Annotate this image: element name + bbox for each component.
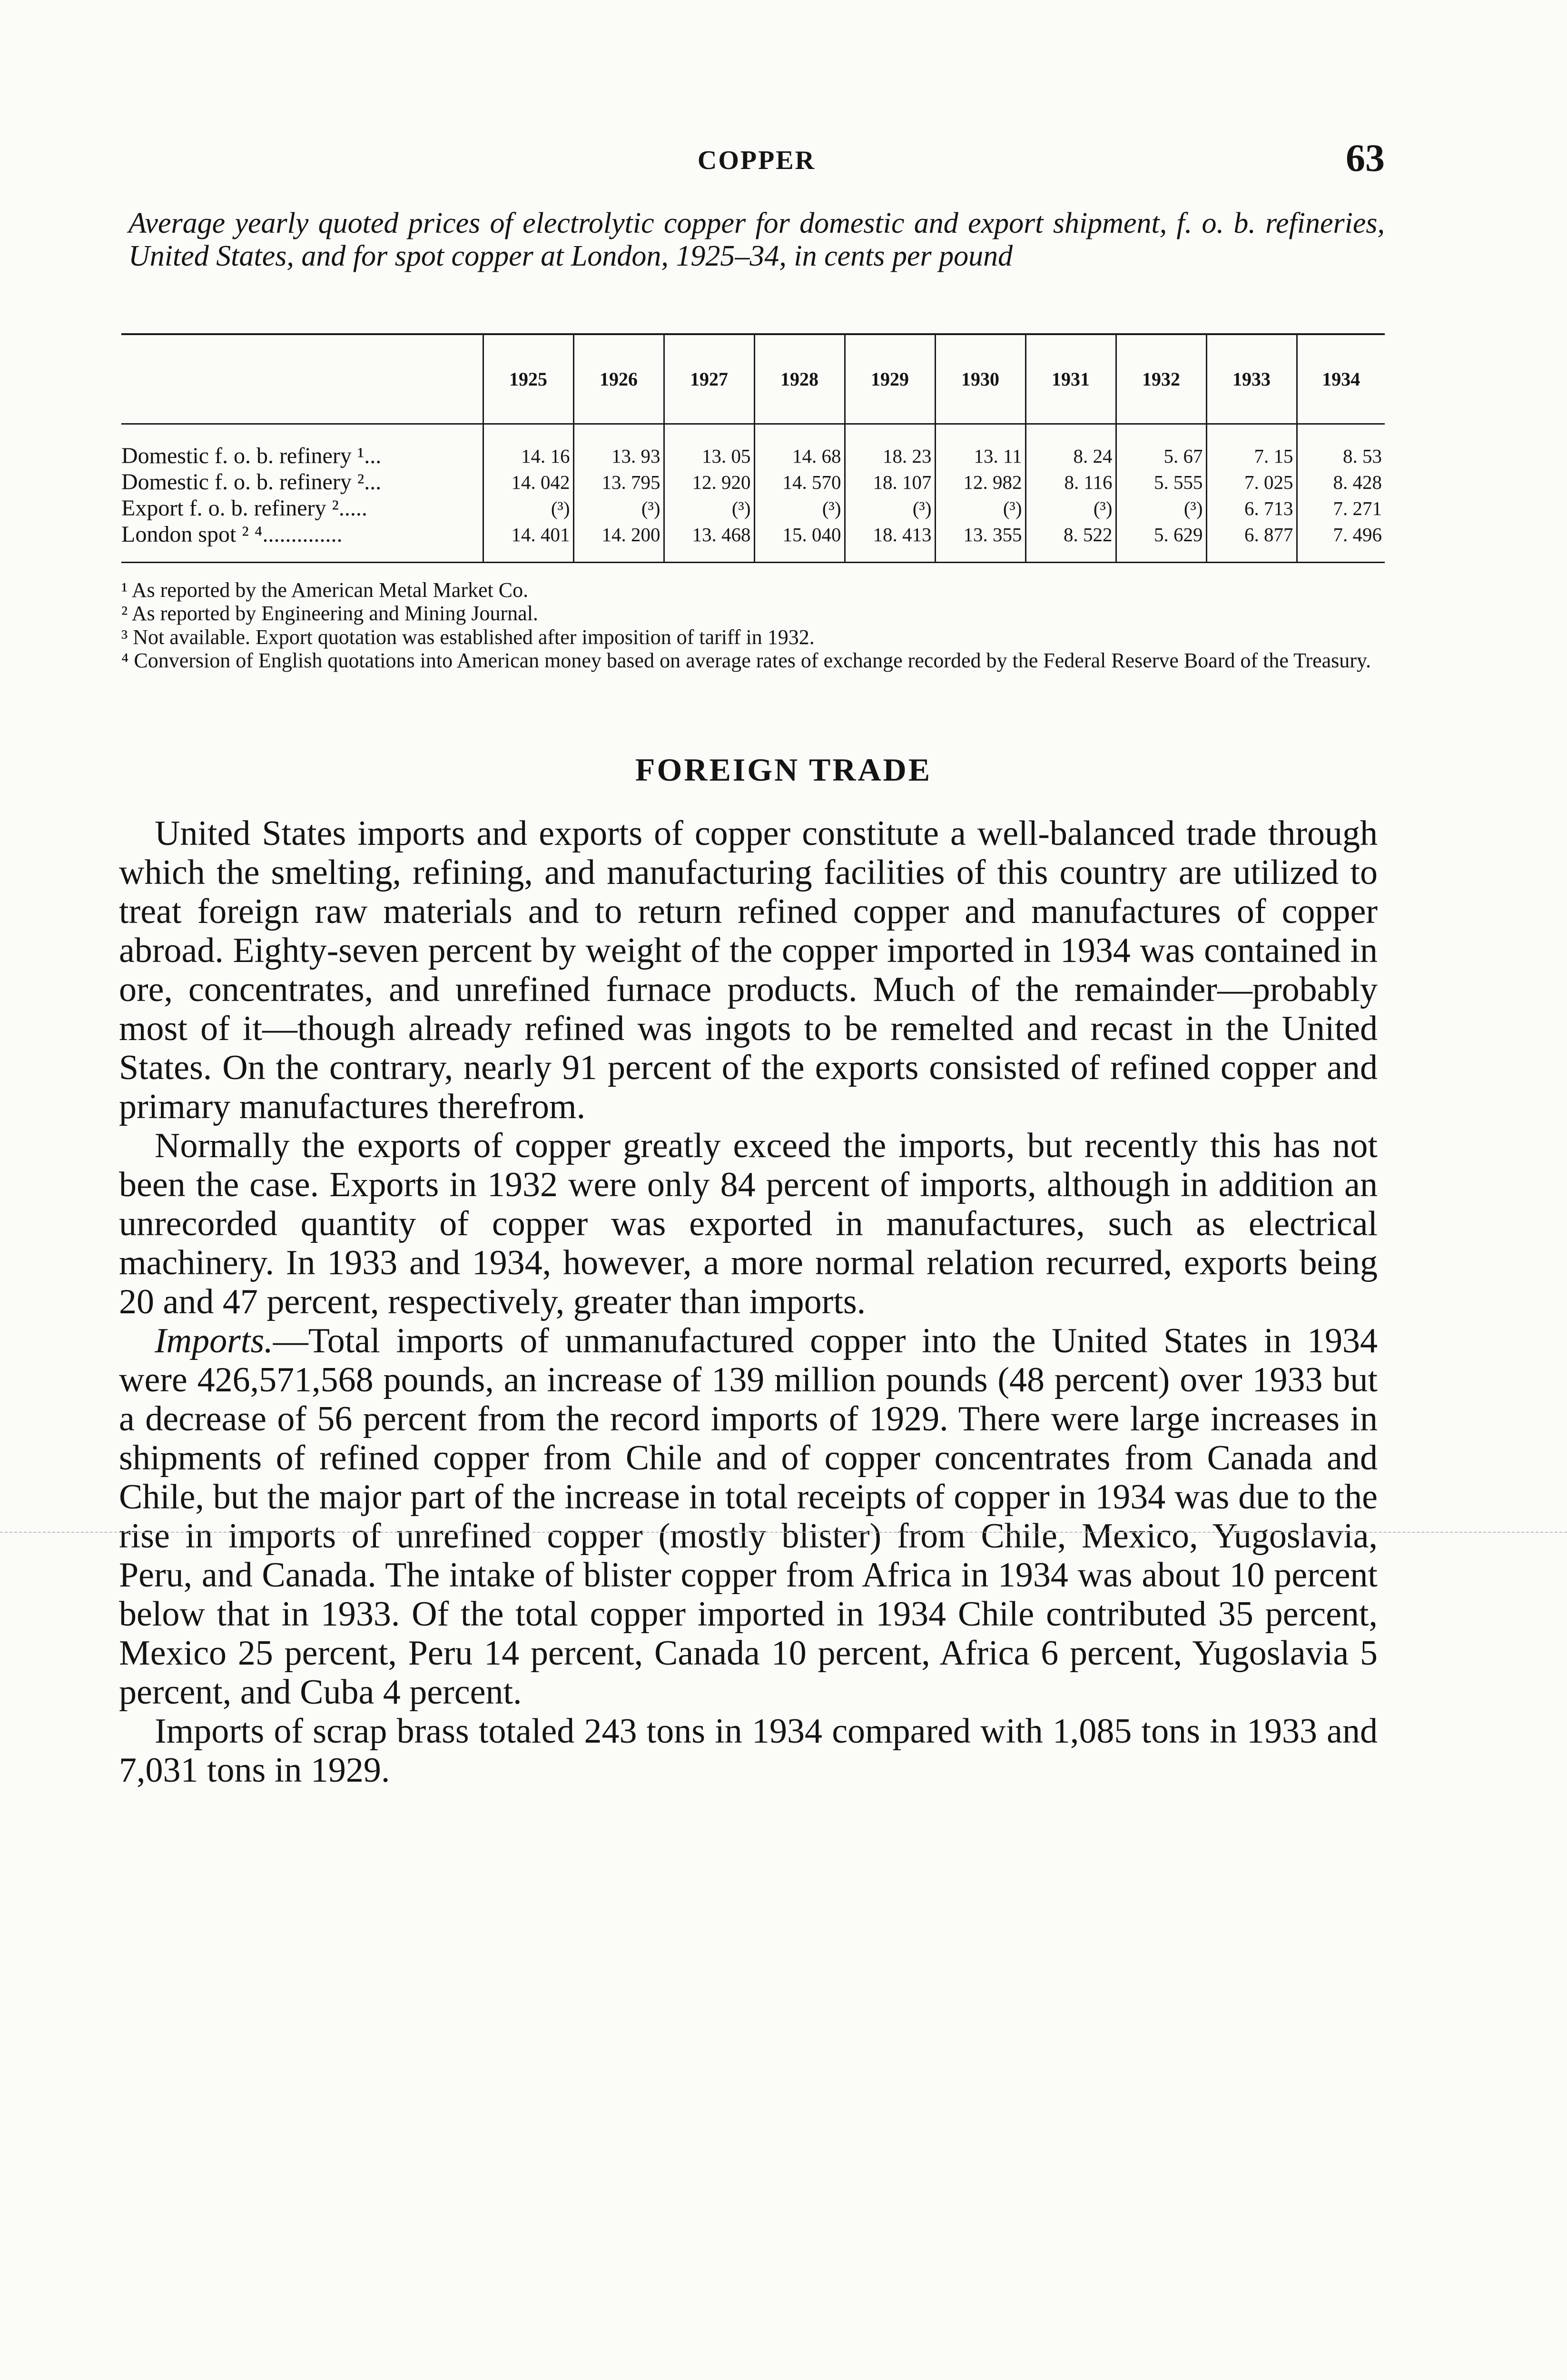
- table-cell: 7. 271: [1297, 495, 1385, 521]
- table-cell: 8. 24: [1025, 424, 1116, 469]
- imports-heading: Imports.: [155, 1321, 273, 1360]
- imports-paragraph: [119, 1321, 1378, 1712]
- column-header: 1928: [754, 334, 845, 424]
- column-header: 1926: [573, 334, 664, 424]
- running-head: [128, 136, 1385, 188]
- stub-header: [121, 334, 483, 424]
- table-cell: 13. 795: [573, 469, 664, 495]
- table-cell: 18. 23: [845, 424, 935, 469]
- table-cell: 5. 629: [1116, 521, 1206, 563]
- table-cell: 14. 570: [754, 469, 845, 495]
- price-table-container: [121, 333, 1385, 563]
- table-caption: Average yearly quoted prices of electrolytic copper for domestic and export shipment, f. o. b. refineries, United States, and for spot copper at London, 1925–34, in cents per pound: [128, 207, 1385, 273]
- footnote: ⁴ Conversion of English quotations into American money based on average rates of exchange recorded by the Federal Reserve Board of the Treasury.: [121, 648, 1371, 672]
- table-cell: 18. 107: [845, 469, 935, 495]
- body-text: [119, 814, 1378, 1790]
- table-cell: 12. 982: [935, 469, 1025, 495]
- table-cell: 14. 401: [483, 521, 573, 563]
- table-cell: 13. 93: [573, 424, 664, 469]
- table-row: [121, 469, 1385, 495]
- column-header: 1925: [483, 334, 573, 424]
- table-cell: (³): [664, 495, 754, 521]
- table-cell: 7. 15: [1206, 424, 1297, 469]
- table-cell: (³): [483, 495, 573, 521]
- imports-text: —Total imports of unmanufactured copper into the United States in 1934 were 426,571,568 pounds, an increase of 139 million pounds (48 percent) over 1933 but a decrease of 56 percent from the record imports of 1929. There were large increases in shipments of refined copper from Chile and of copper concentrates from Canada and Chile, but the major part of the increase in total receipts of copper in 1934 was due to the rise in imports of unrefined copper (mostly blister) from Chile, Mexico, Yugoslavia, Peru, and Canada. The intake of blister copper from Africa in 1934 was about 10 percent below that in 1933. Of the total copper imported in 1934 Chile contributed 35 percent, Mexico 25 percent, Peru 14 percent, Canada 10 percent, Africa 6 percent, Yugoslavia 5 percent, and Cuba 4 percent.: [119, 1321, 1378, 1712]
- scan-artifact-line: [0, 1532, 1567, 1533]
- table-cell: (³): [935, 495, 1025, 521]
- table-cell: 14. 042: [483, 469, 573, 495]
- table-cell: 8. 522: [1025, 521, 1116, 563]
- row-label: London spot ² ⁴..............: [121, 521, 483, 563]
- table-cell: 18. 413: [845, 521, 935, 563]
- table-cell: (³): [845, 495, 935, 521]
- table-cell: 12. 920: [664, 469, 754, 495]
- footnote: ² As reported by Engineering and Mining Journal.: [121, 602, 538, 625]
- column-header: 1932: [1116, 334, 1206, 424]
- table-cell: 15. 040: [754, 521, 845, 563]
- body-paragraph: Normally the exports of copper greatly exceed the imports, but recently this has not been the case. Exports in 1932 were only 84 percent of imports, although in addition an unrecorded quantity of copper was exported in manufactures, such as electrical machinery. In 1933 and 1934, however, a more normal relation recurred, exports being 20 and 47 percent, respectively, greater than imports.: [119, 1126, 1378, 1321]
- table-row: [121, 521, 1385, 563]
- table-cell: 5. 67: [1116, 424, 1206, 469]
- row-label: Domestic f. o. b. refinery ²...: [121, 469, 382, 495]
- table-cell: 14. 68: [754, 424, 845, 469]
- table-cell: 14. 200: [573, 521, 664, 563]
- table-cell: (³): [1025, 495, 1116, 521]
- table-cell: 14. 16: [483, 424, 573, 469]
- section-title: FOREIGN TRADE: [635, 752, 932, 788]
- column-header: 1927: [664, 334, 754, 424]
- footnote: ³ Not available. Export quotation was established after imposition of tariff in 1932.: [121, 625, 815, 649]
- table-cell: (³): [754, 495, 845, 521]
- column-header: 1929: [845, 334, 935, 424]
- table-cell: 13. 468: [664, 521, 754, 563]
- body-paragraph: Imports of scrap brass totaled 243 tons in 1934 compared with 1,085 tons in 1933 and 7,031 tons in 1929.: [119, 1712, 1378, 1790]
- table-cell: 13. 11: [935, 424, 1025, 469]
- table-cell: 6. 877: [1206, 521, 1297, 563]
- table-row: [121, 495, 1385, 521]
- table-cell: 7. 025: [1206, 469, 1297, 495]
- table-cell: 13. 05: [664, 424, 754, 469]
- table-header-row: [121, 334, 1385, 424]
- body-paragraph: United States imports and exports of copper constitute a well-balanced trade through which the smelting, refining, and manufacturing facilities of this country are utilized to treat foreign raw materials and to return refined copper and manufactures of copper abroad. Eighty-seven percent by weight of the copper imported in 1934 was contained in ore, concentrates, and unrefined furnace products. Much of the remainder—probably most of it—though already refined was ingots to be remelted and recast in the United States. On the contrary, nearly 91 percent of the exports consisted of refined copper and primary manufactures therefrom.: [119, 814, 1378, 1126]
- table-row: [121, 424, 1385, 469]
- table-cell: 8. 116: [1025, 469, 1116, 495]
- table-cell: 8. 53: [1297, 424, 1385, 469]
- price-table: [121, 333, 1385, 563]
- row-label: Export f. o. b. refinery ².....: [121, 496, 367, 521]
- table-cell: 8. 428: [1297, 469, 1385, 495]
- column-header: 1933: [1206, 334, 1297, 424]
- page-number: 63: [1346, 136, 1385, 179]
- footnote: ¹ As reported by the American Metal Market Co.: [121, 578, 529, 602]
- table-cell: 5. 555: [1116, 469, 1206, 495]
- table-cell: 13. 355: [935, 521, 1025, 563]
- table-cell: (³): [573, 495, 664, 521]
- column-header: 1930: [935, 334, 1025, 424]
- table-cell: 6. 713: [1206, 495, 1297, 521]
- table-cell: 7. 496: [1297, 521, 1385, 563]
- column-header: 1931: [1025, 334, 1116, 424]
- table-cell: (³): [1116, 495, 1206, 521]
- running-title: COPPER: [697, 146, 816, 175]
- column-header: 1934: [1297, 334, 1385, 424]
- table-footnotes: [121, 578, 1387, 672]
- row-label: Domestic f. o. b. refinery ¹...: [121, 443, 382, 468]
